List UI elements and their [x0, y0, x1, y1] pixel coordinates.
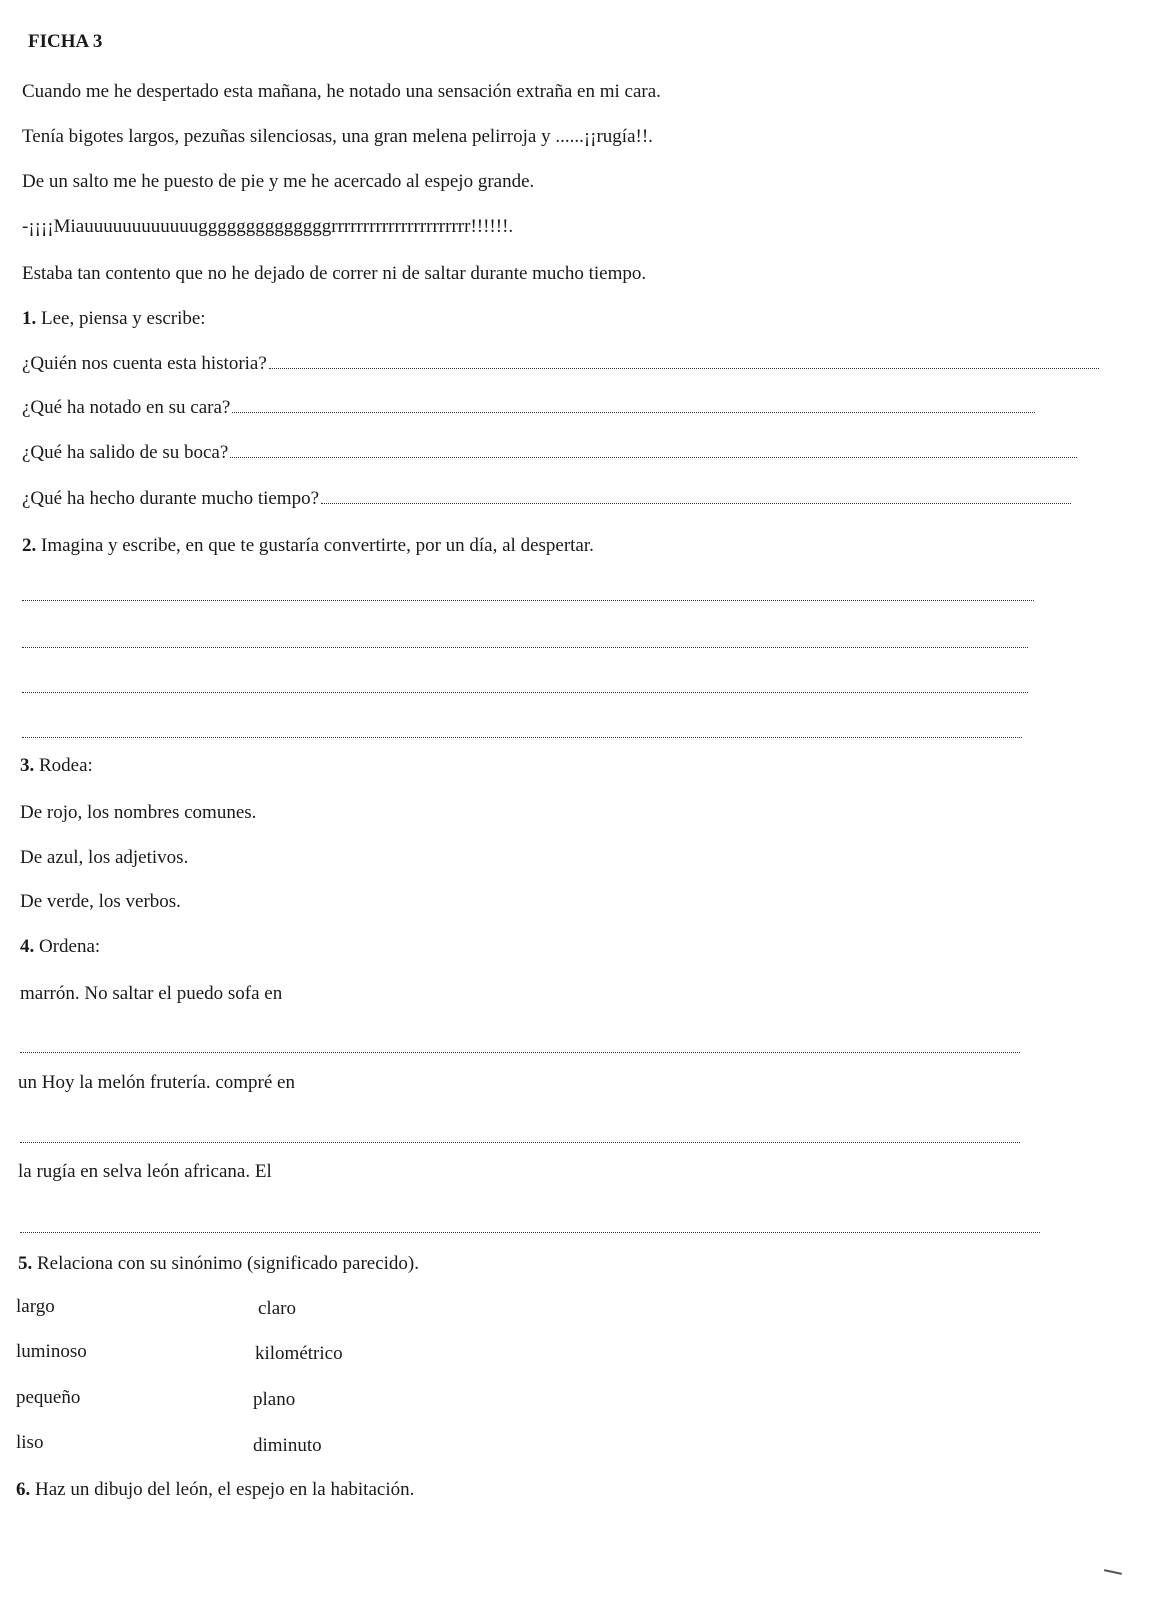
exercise-number: 2. — [22, 535, 37, 556]
exercise-number: 1. — [22, 308, 37, 329]
synonym-right-2[interactable]: kilométrico — [255, 1343, 343, 1364]
answer-dotted-line[interactable] — [321, 487, 1071, 504]
answer-dotted-line[interactable] — [232, 396, 1035, 413]
exercise-6-heading — [16, 1478, 414, 1502]
answer-dotted-line[interactable] — [230, 441, 1077, 458]
question-text: ¿Quién nos cuenta esta historia? — [22, 353, 267, 374]
question-text: ¿Qué ha salido de su boca? — [22, 442, 229, 463]
exercise-number: 4. — [20, 936, 35, 957]
scan-mark — [1104, 1569, 1122, 1574]
exercise-instruction: Lee, piensa y escribe: — [41, 308, 206, 329]
writing-dotted-line-3[interactable] — [22, 692, 1028, 693]
exercise-instruction: Ordena: — [39, 936, 101, 957]
synonym-left-1[interactable]: largo — [16, 1296, 55, 1317]
question-row-2[interactable] — [22, 396, 1035, 420]
exercise-2-heading — [22, 534, 594, 558]
answer-dotted-line[interactable] — [269, 352, 1099, 369]
exercise-number: 3. — [20, 755, 35, 776]
answer-dotted-line-3[interactable] — [20, 1232, 1040, 1233]
synonym-right-1[interactable]: claro — [258, 1298, 296, 1319]
scrambled-sentence-1: marrón. No saltar el puedo sofa en — [20, 983, 283, 1004]
synonym-left-2[interactable]: luminoso — [16, 1341, 87, 1362]
synonym-left-3[interactable]: pequeño — [16, 1387, 81, 1408]
exercise-5-heading — [18, 1252, 419, 1276]
exercise-instruction: Relaciona con su sinónimo (significado parecido). — [37, 1253, 420, 1274]
answer-dotted-line-1[interactable] — [20, 1052, 1020, 1053]
rodea-item-2: De azul, los adjetivos. — [20, 847, 189, 868]
story-line-5: Estaba tan contento que no he dejado de correr ni de saltar durante mucho tiempo. — [22, 263, 647, 284]
story-line-4: -¡¡¡¡Miauuuuuuuuuuuuggggggggggggggrrrrrrrrrrrrrrrrrrrrrr!!!!!!. — [22, 216, 514, 237]
page-title: FICHA 3 — [28, 31, 103, 52]
exercise-instruction: Haz un dibujo del león, el espejo en la habitación. — [35, 1479, 415, 1500]
question-row-1[interactable] — [22, 352, 1099, 376]
exercise-3-heading — [20, 754, 93, 778]
story-line-2: Tenía bigotes largos, pezuñas silenciosas, una gran melena pelirroja y ......¡¡rugía!!. — [22, 126, 653, 147]
story-line-1: Cuando me he despertado esta mañana, he notado una sensación extraña en mi cara. — [22, 81, 661, 102]
exercise-number: 6. — [16, 1479, 31, 1500]
rodea-item-1: De rojo, los nombres comunes. — [20, 802, 257, 823]
synonym-right-4[interactable]: diminuto — [253, 1435, 322, 1456]
question-text: ¿Qué ha hecho durante mucho tiempo? — [22, 488, 320, 509]
writing-dotted-line-4[interactable] — [22, 737, 1022, 738]
synonym-right-3[interactable]: plano — [253, 1389, 296, 1410]
exercise-4-heading — [20, 935, 100, 959]
question-row-4[interactable] — [22, 487, 1071, 511]
question-row-3[interactable] — [22, 441, 1077, 465]
exercise-1-heading — [22, 307, 206, 331]
scrambled-sentence-2: un Hoy la melón frutería. compré en — [18, 1072, 295, 1093]
exercise-instruction: Rodea: — [39, 755, 93, 776]
writing-dotted-line-2[interactable] — [22, 647, 1028, 648]
question-text: ¿Qué ha notado en su cara? — [22, 397, 231, 418]
rodea-item-3: De verde, los verbos. — [20, 891, 181, 912]
exercise-instruction: Imagina y escribe, en que te gustaría convertirte, por un día, al despertar. — [41, 535, 594, 556]
writing-dotted-line-1[interactable] — [22, 600, 1034, 601]
answer-dotted-line-2[interactable] — [20, 1142, 1020, 1143]
synonym-left-4[interactable]: liso — [16, 1432, 44, 1453]
story-line-3: De un salto me he puesto de pie y me he acercado al espejo grande. — [22, 171, 535, 192]
exercise-number: 5. — [18, 1253, 33, 1274]
scrambled-sentence-3: la rugía en selva león africana. El — [18, 1161, 272, 1182]
